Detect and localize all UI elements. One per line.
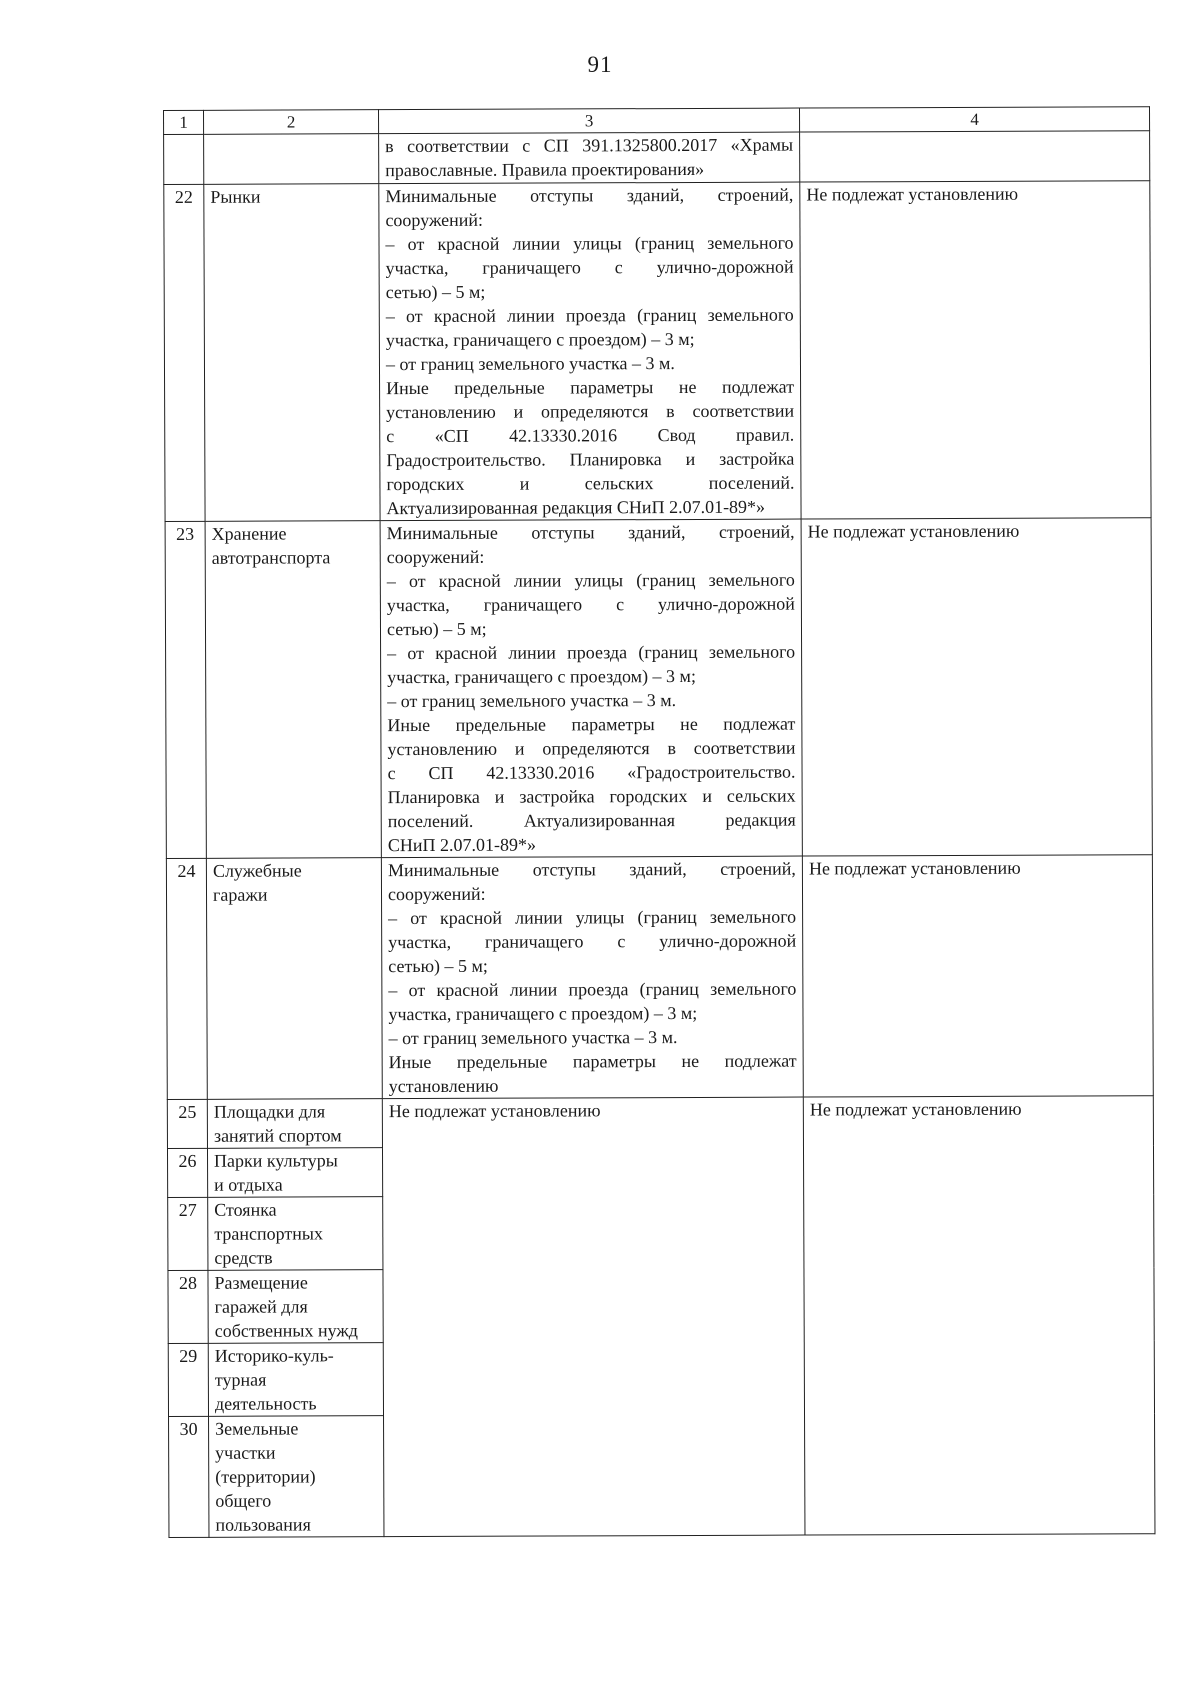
row-name-cell	[208, 1270, 383, 1344]
table-row	[165, 518, 1152, 859]
row-name-line: Служебные	[212, 860, 302, 881]
requirement-line: Минимальные отступы зданий, строений,	[387, 858, 796, 881]
row-number: 30	[169, 1416, 209, 1537]
row-name-line: и отдыха	[214, 1174, 283, 1195]
requirement-line: Иные предельные параметры не подлежат	[388, 1050, 797, 1073]
row-number: 24	[166, 858, 207, 1099]
continuation-num-cell	[164, 134, 204, 184]
requirement-line: Актуализированная редакция СНиП 2.07.01-89*»	[386, 496, 766, 519]
page-number: 91	[587, 52, 613, 77]
continuation-req-cell	[379, 132, 800, 184]
row-requirements-cell	[380, 519, 802, 858]
table-row	[167, 1096, 1153, 1149]
row-name-line: гаражи	[212, 884, 268, 905]
header-col-2: 2	[204, 110, 379, 135]
row-name-cell	[208, 1197, 383, 1271]
requirement-line: сетью) – 5 м;	[385, 281, 486, 303]
row-name-cell	[209, 1416, 384, 1538]
header-col-1: 1	[164, 110, 204, 134]
requirement-line: сетью) – 5 м;	[386, 618, 487, 640]
row-name-line: деятельность	[214, 1393, 317, 1414]
regulations-table	[163, 106, 1155, 1538]
continuation-row	[164, 131, 1150, 185]
header-col-4: 4	[799, 107, 1149, 132]
row-name-line: Стоянка	[214, 1199, 277, 1220]
row-name-line: участки	[215, 1442, 276, 1463]
requirement-line: Градостроительство. Планировка и застройка	[386, 448, 795, 471]
group-col4-cell: Не подлежат установлению	[803, 1096, 1155, 1535]
row-name-line: Парки культуры	[213, 1150, 338, 1171]
requirement-line: с «СП 42.13330.2016 Свод правил.	[386, 424, 795, 447]
row-name-line: автотранспорта	[211, 547, 331, 568]
requirement-line: установлению и определяются в соответствии	[386, 400, 795, 423]
group-requirements-cell: Не подлежат установлению	[382, 1097, 805, 1537]
row-name-line: Рынки	[210, 186, 261, 207]
requirement-line: участка, граничащего с улично-дорожной	[386, 593, 795, 616]
requirement-line: СНиП 2.07.01-89*»	[387, 834, 537, 856]
table-row	[164, 181, 1151, 522]
row-name-line: Историко-куль-	[214, 1345, 334, 1366]
requirement-line: сооружений:	[385, 209, 484, 231]
row-col4-cell: Не подлежат установлению	[802, 855, 1153, 1097]
header-col-3: 3	[379, 108, 800, 134]
row-number: 22	[164, 184, 205, 521]
requirement-line: участка, граничащего с проездом) – 3 м;	[385, 328, 695, 351]
requirement-line: участка, граничащего с улично-дорожной	[388, 930, 797, 953]
requirement-line: участка, граничащего с проездом) – 3 м;	[387, 665, 696, 688]
requirement-line: участка, граничащего с проездом) – 3 м;	[388, 1002, 698, 1025]
row-name-cell	[206, 858, 382, 1100]
row-name-line: (территории)	[215, 1466, 316, 1487]
row-name-line: турная	[214, 1369, 267, 1390]
requirement-line: Минимальные отступы зданий, строений,	[386, 521, 795, 544]
row-col4-cell: Не подлежат установлению	[800, 181, 1151, 519]
row-name-cell	[208, 1343, 383, 1417]
requirement-line: с СП 42.13330.2016 «Градостроительство.	[387, 761, 796, 784]
row-name-line: средств	[214, 1247, 273, 1268]
row-name-line: гаражей для	[214, 1296, 308, 1317]
requirement-line: установлению	[388, 1075, 499, 1097]
continuation-name-cell	[204, 134, 379, 185]
requirement-line: поселений. Актуализированная редакция	[387, 809, 796, 832]
row-name-line: собственных нужд	[214, 1320, 358, 1341]
requirement-line: – от красной линии проезда (границ земельного	[387, 641, 796, 664]
row-name-line: Площадки для	[213, 1101, 326, 1122]
requirement-line: – от красной линии улицы (границ земельного	[388, 906, 797, 929]
continuation-line: православные. Правила проектирования»	[385, 158, 705, 181]
row-number: 26	[167, 1148, 207, 1197]
requirement-line: сооружений:	[387, 883, 486, 905]
requirement-line: сооружений:	[386, 546, 485, 568]
requirement-line: установлению и определяются в соответствии	[387, 737, 796, 760]
row-name-cell	[207, 1148, 382, 1198]
table-row	[166, 855, 1153, 1100]
row-number: 28	[168, 1270, 208, 1343]
requirement-line: – от красной линии улицы (границ земельного	[386, 569, 795, 592]
row-number: 23	[165, 521, 206, 858]
requirement-line: – от красной линии проезда (границ земельного	[388, 978, 797, 1001]
row-number: 25	[167, 1099, 207, 1148]
continuation-col4-cell	[800, 131, 1150, 182]
continuation-line: в соответствии с СП 391.1325800.2017 «Храмы	[385, 134, 794, 157]
requirement-line: Иные предельные параметры не подлежат	[386, 376, 795, 399]
row-name-cell	[205, 521, 381, 859]
row-name-line: Земельные	[215, 1418, 299, 1439]
requirement-line: – от границ земельного участка – 3 м.	[387, 690, 677, 712]
row-number: 29	[168, 1343, 208, 1416]
requirement-line: Иные предельные параметры не подлежат	[387, 713, 796, 736]
row-requirements-cell	[379, 182, 801, 521]
requirement-line: городских и сельских поселений.	[386, 472, 795, 495]
row-requirements-cell	[381, 856, 803, 1099]
requirement-line: – от границ земельного участка – 3 м.	[385, 353, 675, 375]
row-name-line: Размещение	[214, 1272, 308, 1293]
requirement-line: – от границ земельного участка – 3 м.	[388, 1027, 678, 1049]
row-name-line: занятий спортом	[213, 1125, 342, 1146]
row-col4-cell: Не подлежат установлению	[801, 518, 1152, 856]
row-name-cell	[207, 1099, 382, 1149]
row-number: 27	[168, 1197, 208, 1270]
row-name-line: транспортных	[214, 1223, 324, 1244]
requirement-line: участка, граничащего с улично-дорожной	[385, 256, 794, 279]
row-name-line: пользования	[215, 1514, 311, 1535]
requirement-line: – от красной линии улицы (границ земельного	[385, 232, 794, 255]
row-name-line: общего	[215, 1490, 272, 1511]
requirement-line: Планировка и застройка городских и сельских	[387, 785, 796, 808]
row-name-line: Хранение	[211, 523, 287, 544]
row-name-cell	[204, 184, 380, 522]
requirement-line: – от красной линии проезда (границ земельного	[385, 304, 794, 327]
requirement-line: сетью) – 5 м;	[388, 955, 488, 977]
requirement-line: Минимальные отступы зданий, строений,	[385, 184, 794, 207]
